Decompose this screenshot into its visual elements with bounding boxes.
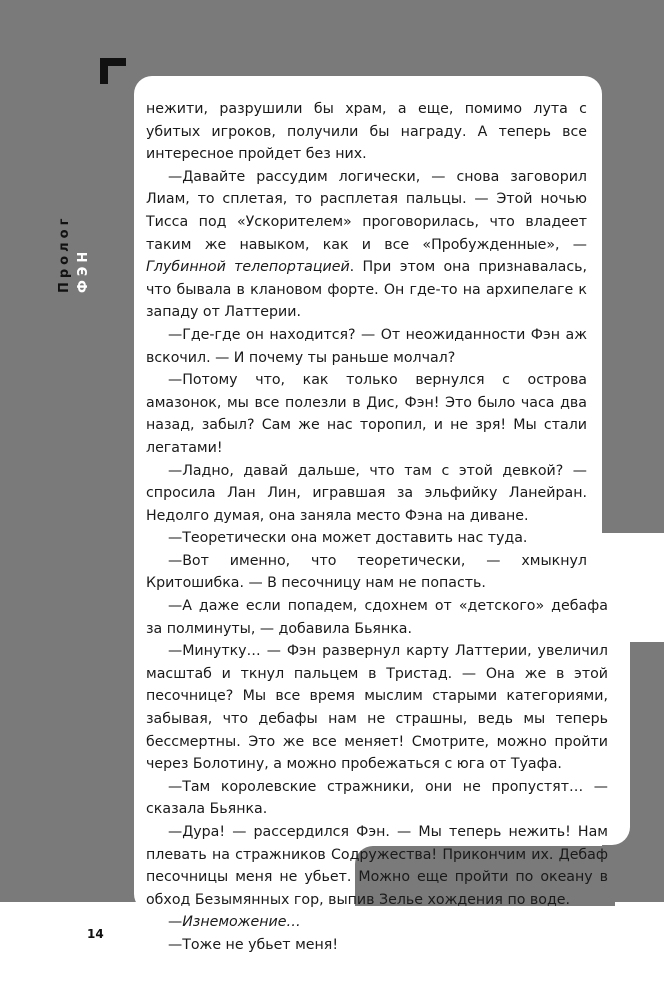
paragraph: —А даже если попадем, сдохнем от «детского» дебафа за полминуты, — добавила Бьянка.: [146, 598, 608, 637]
page-edge-tab: [602, 533, 664, 642]
corner-bracket-icon: [100, 58, 126, 84]
paragraph: —Вот именно, что теоретически, — хмыкнул Критошибка. — В песочницу нам не попасть.: [146, 552, 587, 592]
paragraph: —Где-где он находится? — От неожиданности Фэн аж вскочил. — И почему ты раньше молчал?: [146, 326, 587, 366]
hero-label: ФЭН: [76, 247, 91, 293]
paragraph: —Теоретически она может доставить нас туда.: [168, 530, 528, 547]
running-header: [43, 185, 99, 295]
page-number: 14: [87, 927, 104, 941]
book-body-text: [146, 98, 608, 957]
paragraph: —Дура! — рассердился Фэн. — Мы теперь нежить! Нам плевать на стражников Содружества! Прикончим их. Дебаф песочницы меня не убьет. Можно еще пройти по океану в обход Безымянных гор, выпив Зелье хождения по воде.: [146, 824, 608, 908]
paragraph: —Тоже не убьет меня!: [168, 936, 339, 953]
paragraph: —Изнеможение…: [168, 914, 301, 931]
paragraph: —Минутку… — Фэн развернул карту Латтерии, увеличил масштаб и ткнул пальцем в Тристад. — Она же в этой песочнице? Мы все время мыслим старыми категориями, забывая, что дебафы нам не страшны, ведь мы теперь бессмертны. Это же все меняет! Смотрите, можно пройти через Болотину, а можно пробежаться с юга от Туафа.: [146, 643, 608, 773]
paragraph: —Потому что, как только вернулся с острова амазонок, мы все полезли в Дис, Фэн! Это было часа два назад, забыл? Сам же нас торопил, и не зря! Мы стали легатами!: [146, 372, 587, 456]
paragraph: —Там королевские стражники, они не пропустят… — сказала Бьянка.: [146, 778, 608, 818]
paragraph: —Ладно, давай дальше, что там с этой девкой? — спросила Лан Лин, игравшая за эльфийку Ланейран. Недолго думая, она заняла место Фэна на диване.: [146, 462, 587, 524]
paragraph: —Давайте рассудим логически, — снова заговорил Лиам, то сплетая, то расплетая пальцы. — Этой ночью Тисса под «Ускорителем» проговорилась, что владеет таким же навыком, как и все «Пробужденные», — Глубинной телепортацией. При этом она признавалась, что бывала в клановом форте. Он где-то на архипелаге к западу от Латтерии.: [146, 168, 587, 321]
chapter-label: Пролог: [57, 214, 72, 293]
paragraph: нежити, разрушили бы храм, а еще, помимо лута с убитых игроков, получили бы награду. А теперь все интересное пройдет без них.: [146, 101, 587, 163]
